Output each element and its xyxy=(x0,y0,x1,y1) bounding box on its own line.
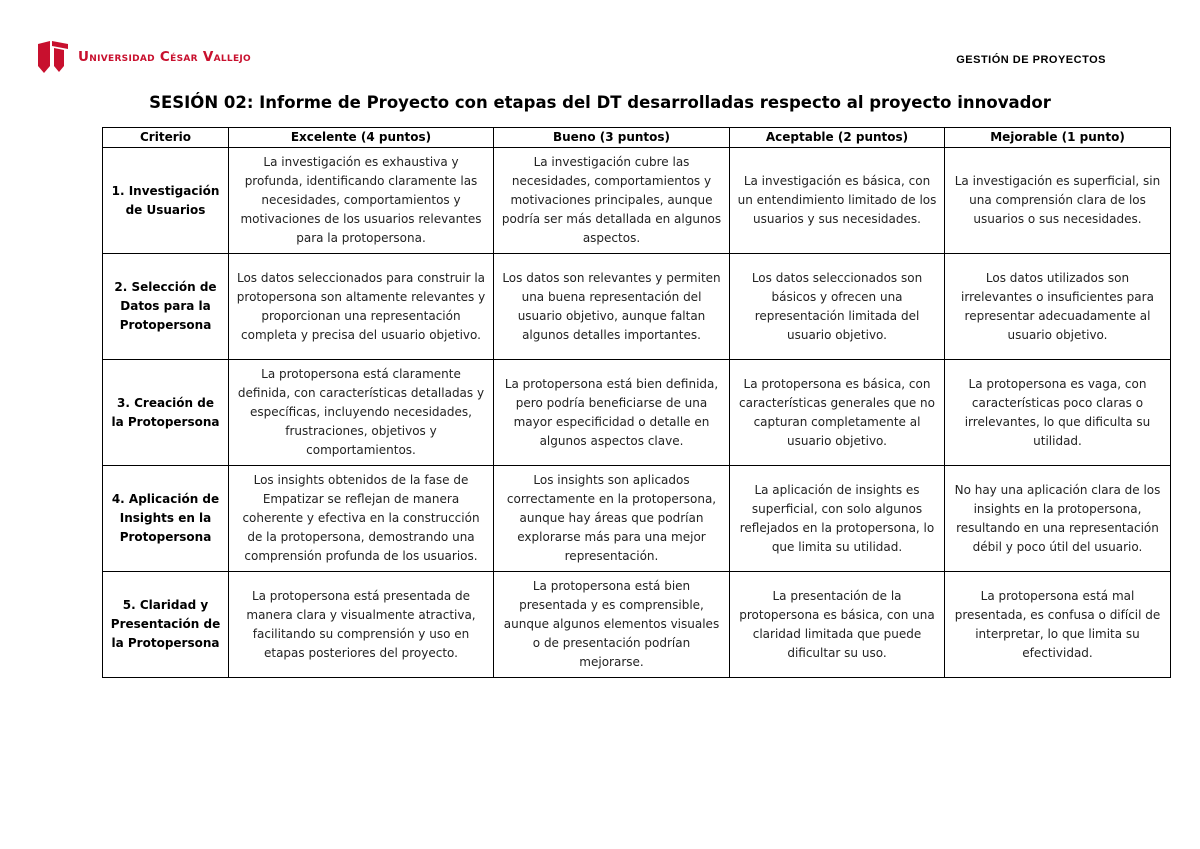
course-name: GESTIÓN DE PROYECTOS xyxy=(956,54,1106,66)
header-row xyxy=(103,128,1171,148)
column-header: Criterio xyxy=(103,128,229,148)
table-row xyxy=(103,254,1171,360)
rubric-table xyxy=(102,127,1171,678)
aceptable-cell: Los datos seleccionados son básicos y ofrecen una representación limitada del usuario objetivo. xyxy=(730,254,945,360)
bueno-cell: La protopersona está bien presentada y es comprensible, aunque algunos elementos visuales o de presentación podrían mejorarse. xyxy=(494,572,730,678)
excelente-cell: Los insights obtenidos de la fase de Empatizar se reflejan de manera coherente y efectiva en la construcción de la protopersona, demostrando una comprensión profunda de los usuarios. xyxy=(229,466,494,572)
bueno-cell: La investigación cubre las necesidades, comportamientos y motivaciones principales, aunque podría ser más detallada en algunos aspectos. xyxy=(494,148,730,254)
table-row xyxy=(103,466,1171,572)
bueno-cell: Los datos son relevantes y permiten una buena representación del usuario objetivo, aunque faltan algunos detalles importantes. xyxy=(494,254,730,360)
aceptable-cell: La investigación es básica, con un entendimiento limitado de los usuarios y sus necesidades. xyxy=(730,148,945,254)
bueno-cell: Los insights son aplicados correctamente en la protopersona, aunque hay áreas que podrían explorarse más para una mejor representación. xyxy=(494,466,730,572)
excelente-cell: La protopersona está presentada de manera clara y visualmente atractiva, facilitando su comprensión y uso en etapas posteriores del proyecto. xyxy=(229,572,494,678)
excelente-cell: La protopersona está claramente definida, con características detalladas y específicas, incluyendo necesidades, frustraciones, objetivos y comportamientos. xyxy=(229,360,494,466)
criterion-cell: 5. Claridad y Presentación de la Protopersona xyxy=(103,572,229,678)
mejorable-cell: La protopersona es vaga, con características poco claras o irrelevantes, lo que dificulta su utilidad. xyxy=(945,360,1171,466)
excelente-cell: La investigación es exhaustiva y profunda, identificando claramente las necesidades, comportamientos y motivaciones de los usuarios relevantes para la protopersona. xyxy=(229,148,494,254)
criterion-cell: 4. Aplicación de Insights en la Protopersona xyxy=(103,466,229,572)
university-logo xyxy=(36,40,251,73)
table-row xyxy=(103,148,1171,254)
mejorable-cell: La investigación es superficial, sin una comprensión clara de los usuarios o sus necesidades. xyxy=(945,148,1171,254)
page-title: SESIÓN 02: Informe de Proyecto con etapas del DT desarrolladas respecto al proyecto innovador xyxy=(149,93,1051,112)
aceptable-cell: La aplicación de insights es superficial, con solo algunos reflejados en la protopersona, lo que limita su utilidad. xyxy=(730,466,945,572)
column-header: Excelente (4 puntos) xyxy=(229,128,494,148)
table-row xyxy=(103,572,1171,678)
excelente-cell: Los datos seleccionados para construir la protopersona son altamente relevantes y proporcionan una representación completa y precisa del usuario objetivo. xyxy=(229,254,494,360)
criterion-cell: 3. Creación de la Protopersona xyxy=(103,360,229,466)
mejorable-cell: La protopersona está mal presentada, es confusa o difícil de interpretar, lo que limita su efectividad. xyxy=(945,572,1171,678)
mejorable-cell: No hay una aplicación clara de los insights en la protopersona, resultando en una representación débil y poco útil del usuario. xyxy=(945,466,1171,572)
table-row xyxy=(103,360,1171,466)
criterion-cell: 1. Investigación de Usuarios xyxy=(103,148,229,254)
mejorable-cell: Los datos utilizados son irrelevantes o insuficientes para representar adecuadamente al usuario objetivo. xyxy=(945,254,1171,360)
column-header: Aceptable (2 puntos) xyxy=(730,128,945,148)
criterion-cell: 2. Selección de Datos para la Protopersona xyxy=(103,254,229,360)
aceptable-cell: La presentación de la protopersona es básica, con una claridad limitada que puede dificultar su uso. xyxy=(730,572,945,678)
column-header: Mejorable (1 punto) xyxy=(945,128,1171,148)
bueno-cell: La protopersona está bien definida, pero podría beneficiarse de una mayor especificidad o detalle en algunos aspectos clave. xyxy=(494,360,730,466)
column-header: Bueno (3 puntos) xyxy=(494,128,730,148)
ucv-shield-icon xyxy=(36,40,70,73)
aceptable-cell: La protopersona es básica, con características generales que no capturan completamente al usuario objetivo. xyxy=(730,360,945,466)
university-name: Universidad César Vallejo xyxy=(78,48,251,65)
